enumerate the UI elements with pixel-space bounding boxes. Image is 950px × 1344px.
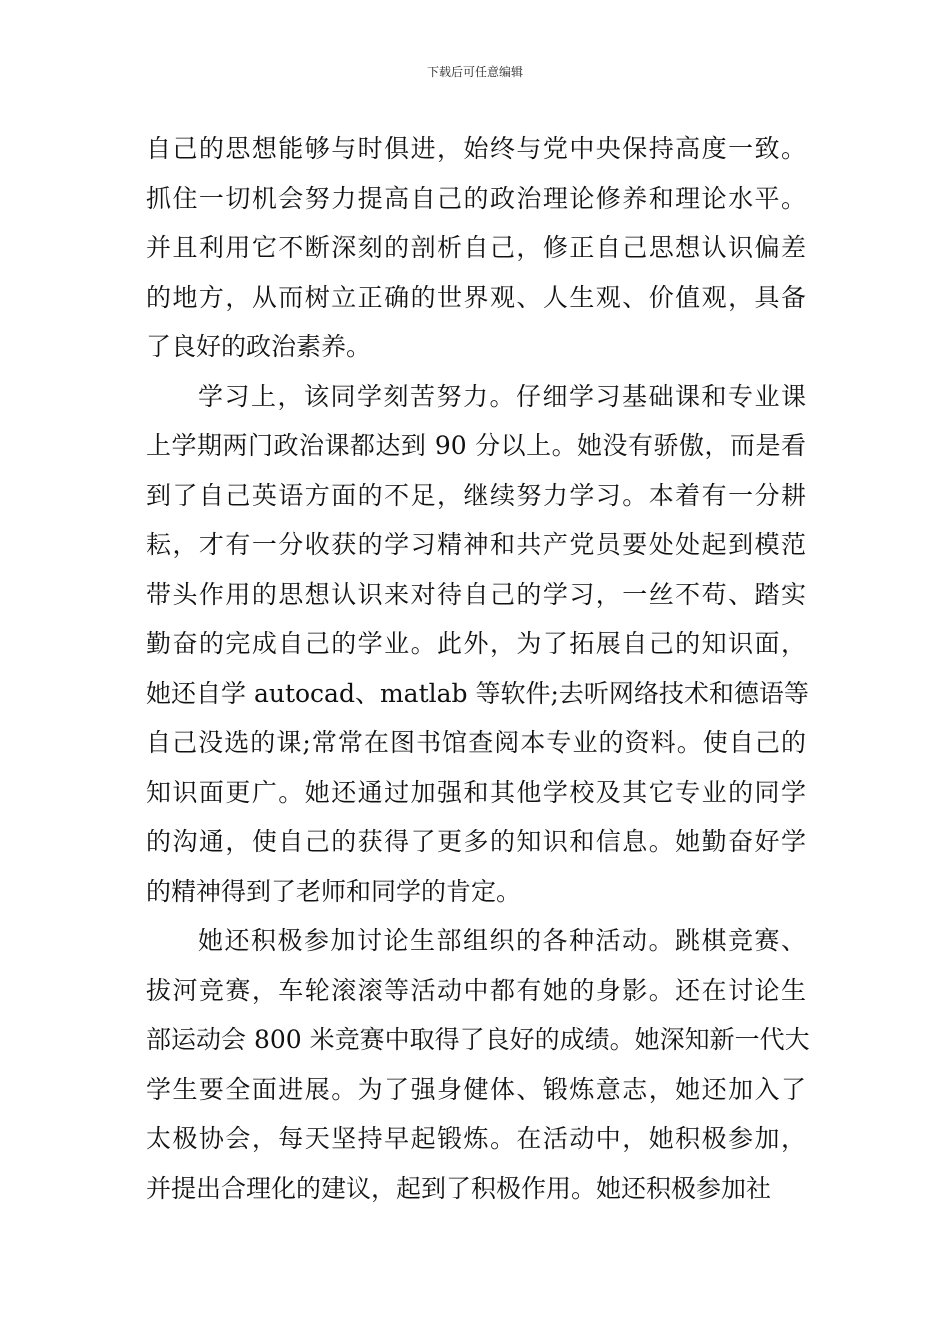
text-line: 的精神得到了老师和同学的肯定。 xyxy=(146,876,522,906)
document-body xyxy=(146,124,810,1213)
text-line: 部运动会 800 米竞赛中取得了良好的成绩。她深知新一代大 xyxy=(146,1025,810,1054)
text-line: 自己的思想能够与时俱进，始终与党中央保持高度一致。 xyxy=(146,134,806,163)
text-line: 了良好的政治素养。 xyxy=(146,332,372,361)
text-line: 拔河竞赛，车轮滚滚等活动中都有她的身影。还在讨论生 xyxy=(146,975,806,1005)
text-line: 的沟通，使自己的获得了更多的知识和信息。她勤奋好学 xyxy=(146,827,806,856)
paragraph xyxy=(146,124,806,372)
text-line: 她还自学 autocad、matlab 等软件;去听网络技术和德语等 xyxy=(146,678,809,708)
text-line: 抓住一切机会努力提高自己的政治理论修养和理论水平。 xyxy=(146,183,806,213)
text-line: 耘，才有一分收获的学习精神和共产党员要处处起到模范 xyxy=(146,530,806,559)
text-line: 勤奋的完成自己的学业。此外，为了拓展自己的知识面， xyxy=(146,629,806,658)
text-line: 上学期两门政治课都达到 90 分以上。她没有骄傲，而是看 xyxy=(146,431,806,460)
text-line: 自己没选的课;常常在图书馆查阅本专业的资料。使自己的 xyxy=(146,728,806,757)
page-header: 下载后可任意编辑 xyxy=(426,65,523,79)
text-line: 并提出合理化的建议，起到了积极作用。她还积极参加社 xyxy=(146,1173,772,1203)
text-line: 她还积极参加讨论生部组织的各种活动。跳棋竞赛、 xyxy=(198,926,806,955)
text-line: 太极协会，每天坚持早起锻炼。在活动中，她积极参加， xyxy=(146,1124,806,1153)
text-line: 知识面更广。她还通过加强和其他学校及其它专业的同学 xyxy=(146,777,806,807)
text-line: 带头作用的思想认识来对待自己的学习，一丝不苟、踏实 xyxy=(146,579,806,609)
paragraph xyxy=(146,372,809,917)
paragraph xyxy=(146,916,810,1213)
text-line: 到了自己英语方面的不足，继续努力学习。本着有一分耕 xyxy=(146,480,806,510)
text-line: 学生要全面进展。为了强身健体、锻炼意志，她还加入了 xyxy=(146,1074,806,1104)
text-line: 学习上，该同学刻苦努力。仔细学习基础课和专业课 xyxy=(198,381,806,411)
text-line: 并且利用它不断深刻的剖析自己，修正自己思想认识偏差 xyxy=(146,233,806,262)
text-line: 的地方，从而树立正确的世界观、人生观、价值观，具备 xyxy=(146,282,806,312)
